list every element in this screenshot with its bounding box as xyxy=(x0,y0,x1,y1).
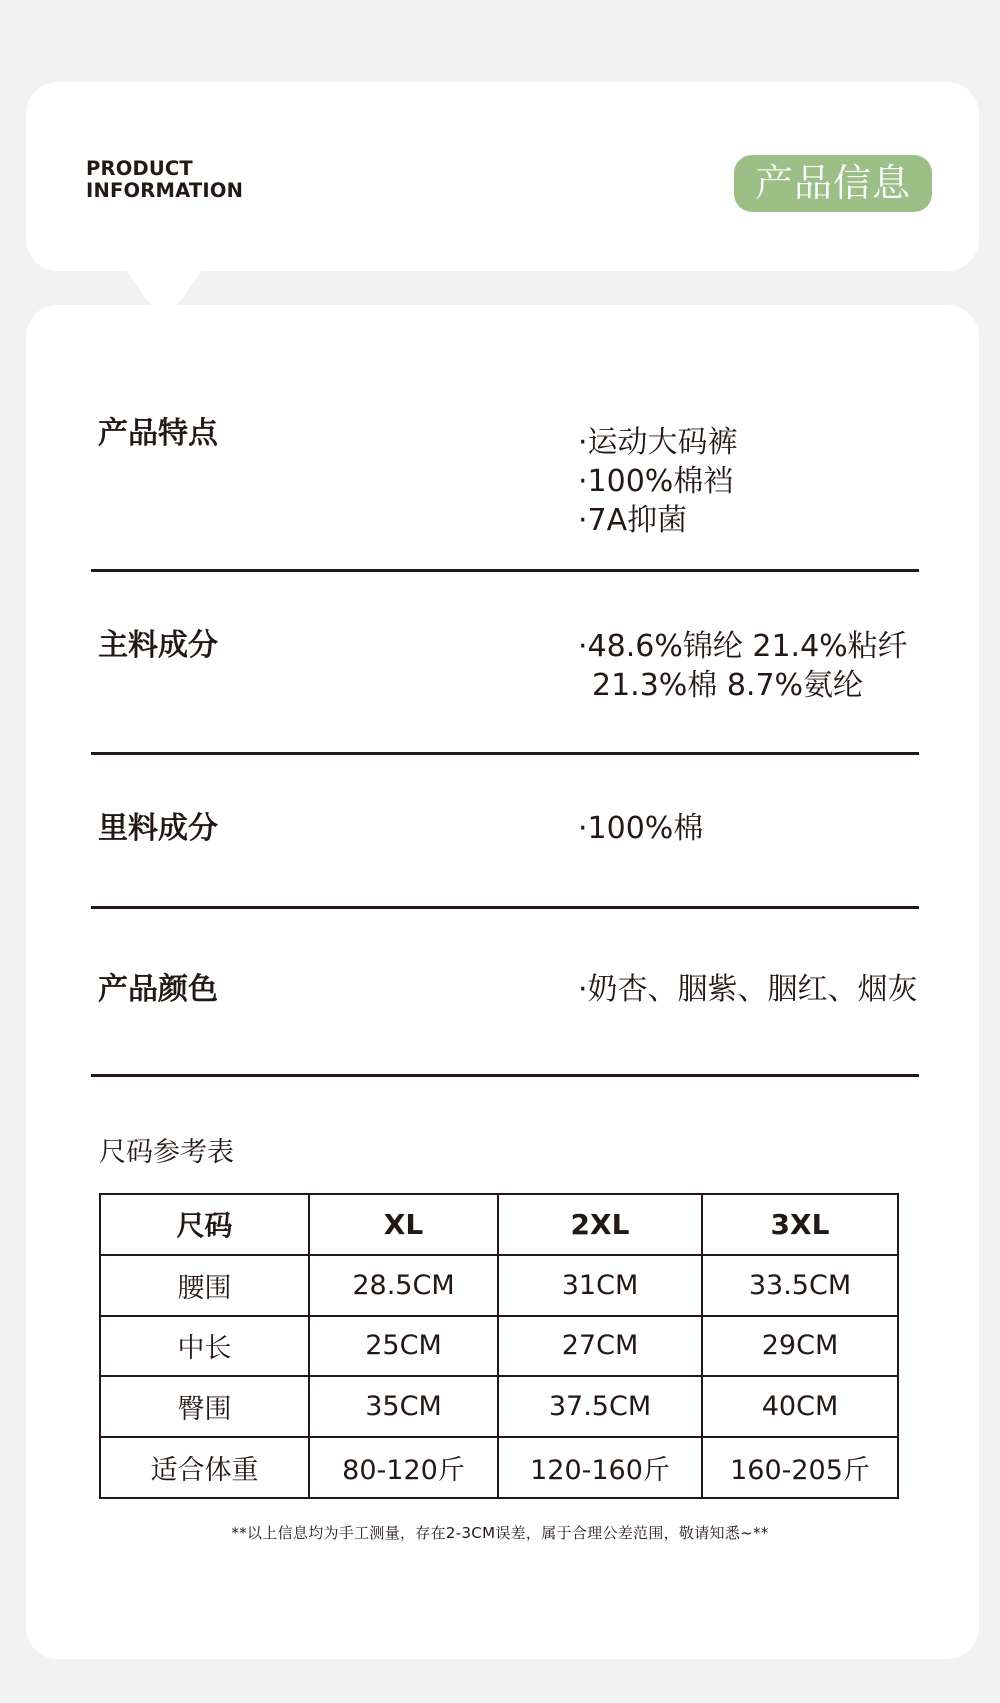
table-header-cell: XL xyxy=(309,1194,498,1255)
table-header-cell: 尺码 xyxy=(100,1194,309,1255)
brand-line-product: PRODUCT xyxy=(86,157,193,180)
measurement-footnote: **以上信息均为手工测量，存在2-3CM误差，属于合理公差范围，敬请知悉~** xyxy=(231,1524,769,1542)
table-cell: 35CM xyxy=(309,1376,498,1437)
row-value: ·48.6%锦纶 21.4%粘纤 xyxy=(578,629,908,664)
size-table xyxy=(99,1193,899,1499)
row-value: 21.3%棉 8.7%氨纶 xyxy=(592,668,864,703)
row-values-lining-material xyxy=(578,809,703,848)
product-info-badge: 产品信息 xyxy=(734,155,932,212)
table-cell: 适合体重 xyxy=(100,1437,309,1498)
divider xyxy=(91,752,919,755)
size-table-caption: 尺码参考表 xyxy=(99,1137,234,1168)
table-row xyxy=(100,1255,898,1316)
table-row xyxy=(100,1376,898,1437)
table-cell: 29CM xyxy=(702,1316,898,1377)
table-cell: 腰围 xyxy=(100,1255,309,1316)
table-cell: 80-120斤 xyxy=(309,1437,498,1498)
row-label-main-material: 主料成分 xyxy=(98,628,218,663)
divider xyxy=(91,569,919,572)
table-header-cell: 2XL xyxy=(498,1194,702,1255)
brand-line-information: INFORMATION xyxy=(86,179,244,202)
table-header-row xyxy=(100,1194,898,1255)
table-cell: 臀围 xyxy=(100,1376,309,1437)
table-cell: 37.5CM xyxy=(498,1376,702,1437)
row-values-features xyxy=(578,423,738,540)
table-cell: 31CM xyxy=(498,1255,702,1316)
table-cell: 160-205斤 xyxy=(702,1437,898,1498)
row-label-features: 产品特点 xyxy=(98,416,218,451)
table-cell: 40CM xyxy=(702,1376,898,1437)
table-cell: 28.5CM xyxy=(309,1255,498,1316)
table-row xyxy=(100,1316,898,1377)
table-cell: 25CM xyxy=(309,1316,498,1377)
table-row xyxy=(100,1437,898,1498)
table-cell: 27CM xyxy=(498,1316,702,1377)
row-values-colors xyxy=(578,970,918,1009)
row-label-colors: 产品颜色 xyxy=(98,972,218,1007)
row-label-lining-material: 里料成分 xyxy=(98,811,218,846)
row-value: ·运动大码裤 xyxy=(578,425,738,460)
brand-title xyxy=(86,158,243,202)
table-cell: 120-160斤 xyxy=(498,1437,702,1498)
table-cell: 中长 xyxy=(100,1316,309,1377)
table-header-cell: 3XL xyxy=(702,1194,898,1255)
row-value: ·100%棉 xyxy=(578,811,704,846)
divider xyxy=(91,1074,919,1077)
table-cell: 33.5CM xyxy=(702,1255,898,1316)
divider xyxy=(91,906,919,909)
row-value: ·100%棉裆 xyxy=(578,464,734,499)
row-value: ·7A抑菌 xyxy=(578,503,688,538)
row-values-main-material xyxy=(578,627,908,705)
row-value: ·奶杏、胭紫、胭红、烟灰 xyxy=(578,972,918,1007)
